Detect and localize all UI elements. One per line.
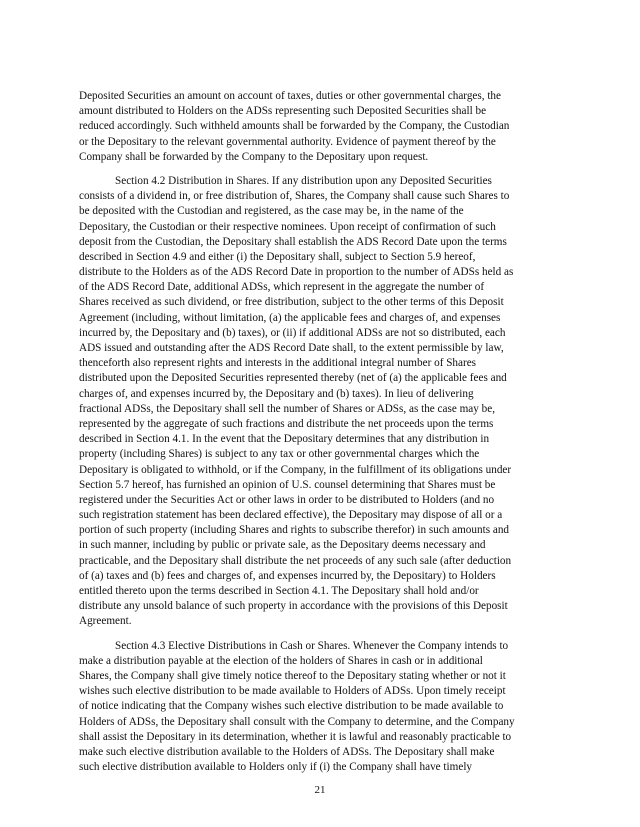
text-line: wishes such elective distribution to be made available to Holders of ADSs. Upon timely receipt [79,685,506,698]
text-line: described in Section 4.9 and either (i) the Depositary shall, subject to Section 5.9 hereof, [79,250,476,263]
text-line: charges of, and expenses incurred by, the Depositary and (b) taxes). In lieu of delivering [79,387,474,400]
paragraph-section-4-2 [79,174,563,630]
text-line: Shares, the Company shall give timely notice thereof to the Depositary stating whether or not it [79,669,506,682]
paragraph-section-4-3 [79,639,563,776]
text-line: Section 4.3 Elective Distributions in Cash or Shares. Whenever the Company intends to [115,639,509,652]
text-line: of notice indicating that the Company wishes such elective distribution to be made available to [79,700,504,713]
text-line: deposit from the Custodian, the Depositary shall establish the ADS Record Date upon the terms [79,235,507,248]
text-line: Deposited Securities an amount on account of taxes, duties or other governmental charges, the [79,90,501,102]
text-line: ADS issued and outstanding after the ADS Record Date shall, to the extent permissible by law, [79,342,504,354]
text-line: incurred by, the Depositary and (b) taxes), or (ii) if additional ADSs are not so distributed, each [79,326,506,339]
body-text [79,89,563,775]
text-line: such elective distribution available to Holders only if (i) the Company shall have timely [79,761,473,774]
text-line: entitled thereto upon the terms described in Section 4.1. The Depositary shall hold and/or [79,585,479,597]
text-line: Agreement (including, without limitation, (a) the applicable fees and charges of, and expenses [79,311,501,324]
text-line: Depositary, the Custodian or their respective nominees. Upon receipt of confirmation of such [79,220,496,233]
text-line: registered under the Securities Act or other laws in order to be distributed to Holders (and no [79,493,495,506]
text-line: distribute any unsold balance of such property in accordance with the provisions of this Deposit [79,600,508,613]
text-line: represented by the aggregate of such fractions and distribute the net proceeds upon the terms [79,417,494,430]
text-line: property (including Shares) is subject to any tax or other governmental charges which the [79,448,480,461]
text-line: or the Depositary to the relevant governmental authority. Evidence of payment thereof by the [79,135,496,148]
text-line: shall assist the Depositary in its determination, whether it is lawful and reasonably practicable to [79,730,512,743]
page-number: 21 [314,784,326,796]
text-line: Depositary is obligated to withhold, or if the Company, in the fulfillment of its obligations under [79,463,512,476]
text-line: be deposited with the Custodian and registered, as the case may be, in the name of the [79,205,464,218]
text-line: practicable, and the Depositary shall distribute the net proceeds of any such sale (after deduction [79,554,512,567]
text-line: make a distribution payable at the election of the holders of Shares in cash or in additional [79,654,483,667]
text-line: distributed upon the Deposited Securities represented thereby (net of (a) the applicable fees and [79,372,507,385]
text-line: fractional ADSs, the Depositary shall sell the number of Shares or ADSs, as the case may be, [79,402,496,415]
text-line: of the ADS Record Date, additional ADSs, which represent in the aggregate the number of [79,281,485,294]
paragraph-gap [79,630,563,639]
text-line: described in Section 4.1. In the event that the Depositary determines that any distribution in [79,433,490,446]
text-line: amount distributed to Holders on the ADSs representing such Deposited Securities shall be [79,105,487,118]
paragraph-continued [79,89,563,165]
text-line: Section 4.2 Distribution in Shares. If any distribution upon any Deposited Securities [115,174,492,187]
text-line: of (a) taxes and (b) fees and charges of, and expenses incurred by, the Depositary) to Holders [79,569,496,582]
text-line: thenceforth also represent rights and interests in the additional integral number of Shares [79,357,477,370]
text-line: consists of a dividend in, or free distribution of, Shares, the Company shall cause such Shares to [79,190,510,203]
text-line: reduced accordingly. Such withheld amounts shall be forwarded by the Company, the Custodian [79,120,510,133]
text-line: portion of such property (including Shares and rights to subscribe therefor) in such amounts and [79,524,510,537]
text-line: such registration statement has been declared effective), the Depositary may dispose of all or a [79,509,503,522]
text-line: Shares received as such dividend, or free distribution, subject to the other terms of this Deposit [79,296,504,309]
text-line: Holders of ADSs, the Depositary shall consult with the Company to determine, and the Company [79,715,515,728]
text-line: Company shall be forwarded by the Company to the Depositary upon request. [79,150,429,163]
text-line: Agreement. [79,615,132,628]
text-line: make such elective distribution available to the Holders of ADSs. The Depositary shall make [79,745,495,758]
text-line: Section 5.7 hereof, has furnished an opinion of U.S. counsel determining that Shares must be [79,478,496,491]
paragraph-gap [79,165,563,174]
text-line: in such manner, including by public or private sale, as the Depositary deems necessary and [79,539,486,552]
text-line: distribute to the Holders as of the ADS Record Date in proportion to the number of ADSs held as [79,266,514,279]
